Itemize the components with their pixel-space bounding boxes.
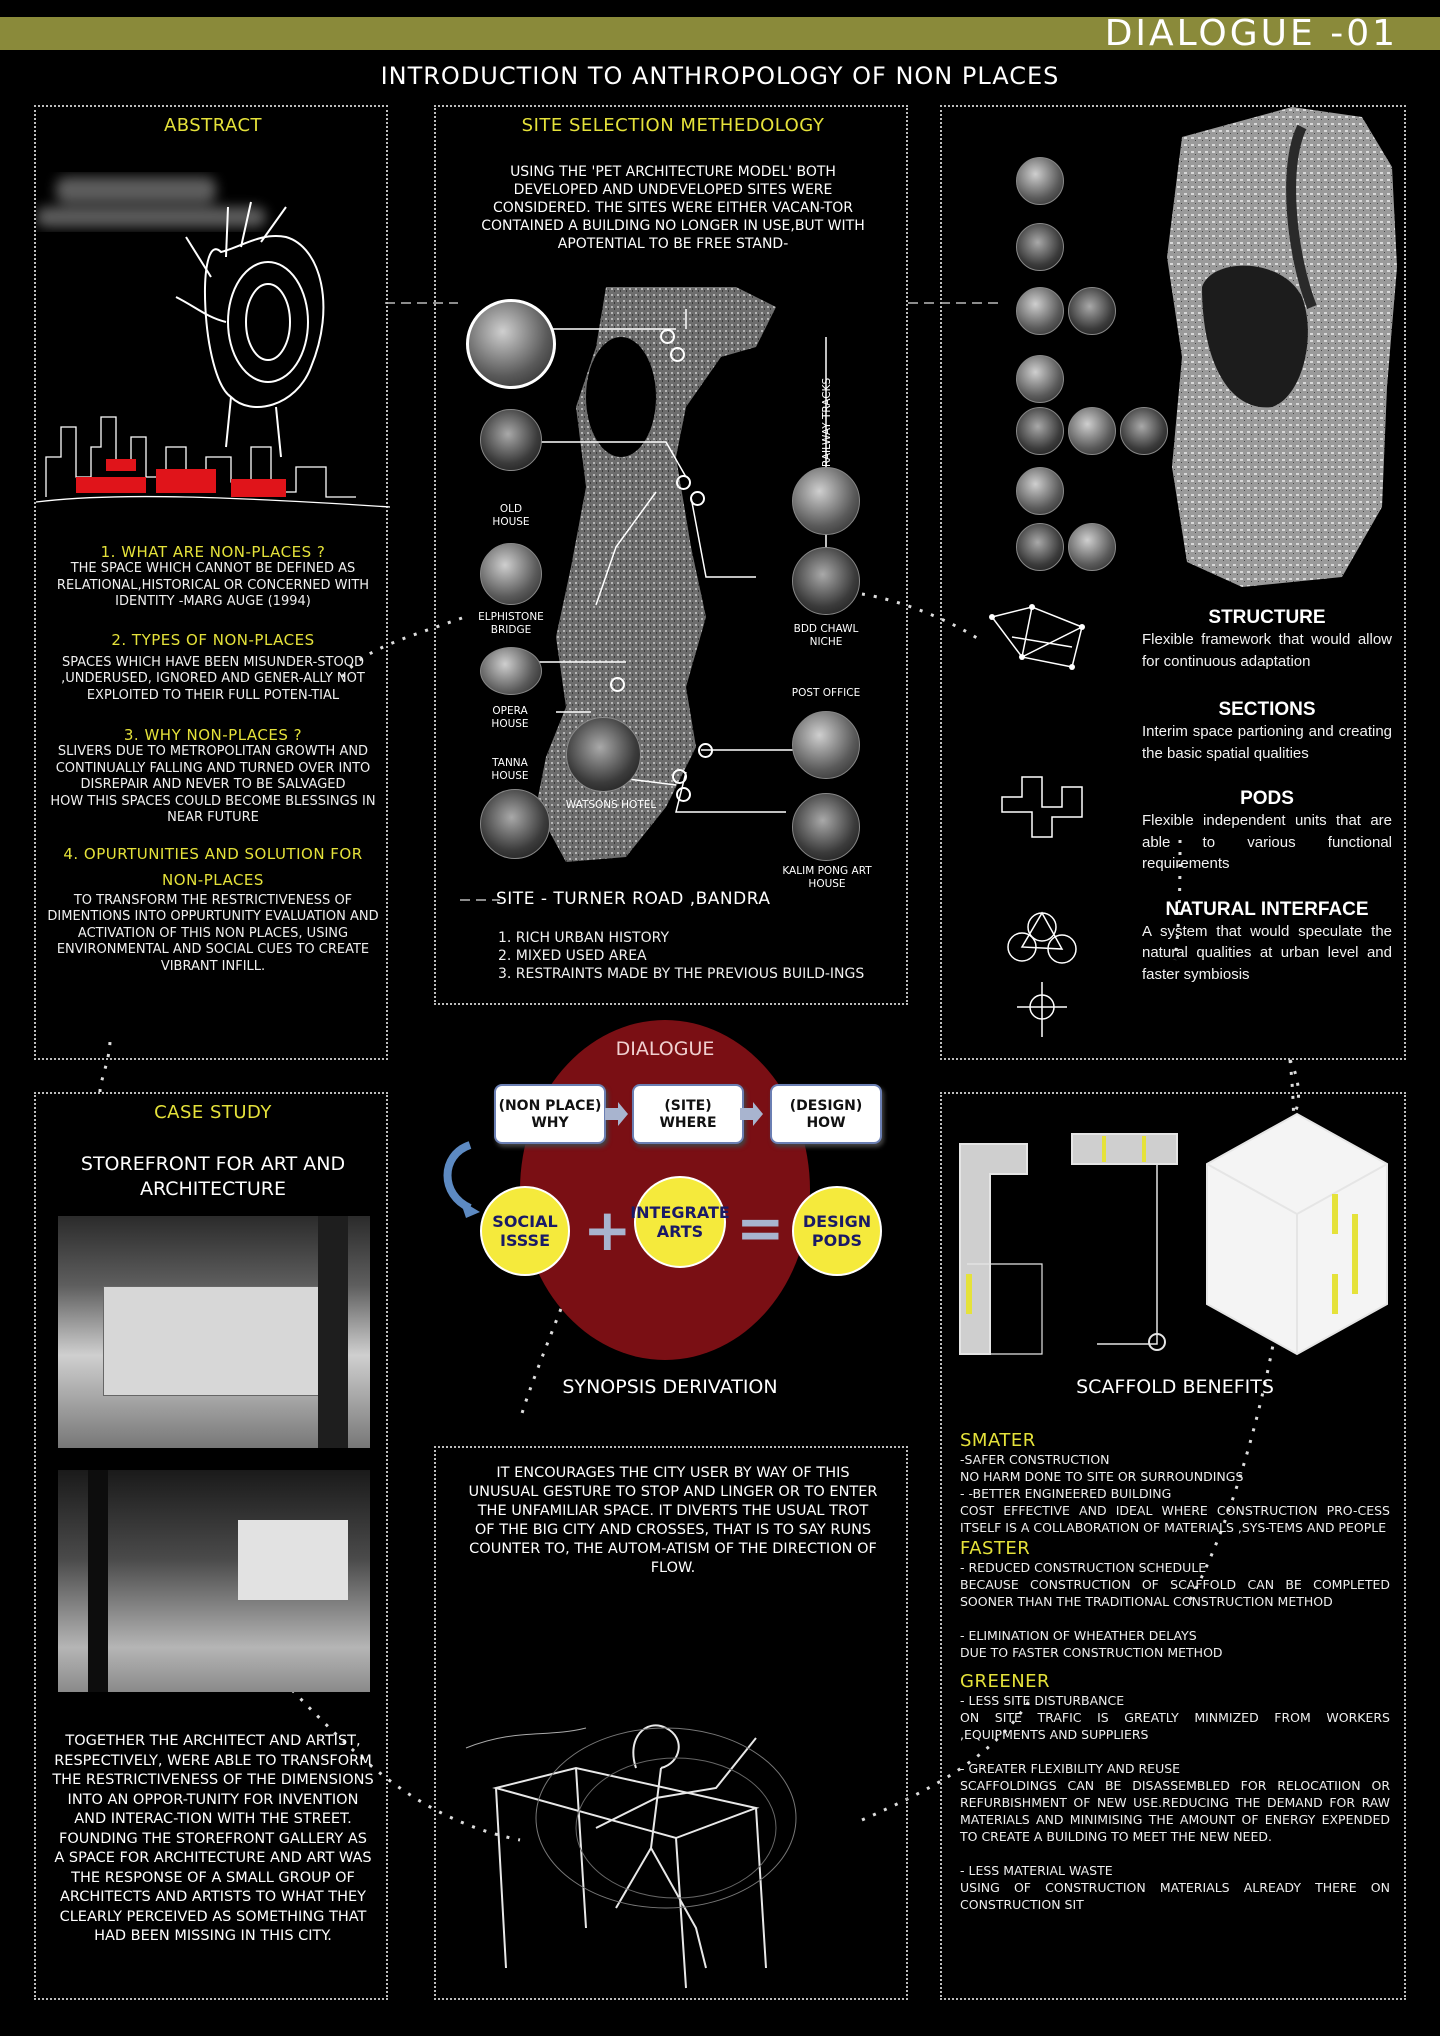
abstract-q3-title: 3. WHY NON-PLACES ?	[123, 726, 303, 744]
map-marker	[676, 475, 691, 490]
faster-title: FASTER	[960, 1538, 1031, 1559]
concept-title: SECTIONS	[1218, 699, 1316, 720]
flow-arrows	[600, 1100, 780, 1130]
concept-item	[1142, 899, 1392, 986]
faster-body: - REDUCED CONSTRUCTION SCHEDULE BECAUSE CONSTRUCTION OF SCAFFOLD CAN BE COMPLETED SOONER THAN THE TRADITIONAL CONSTRUCTION METHOD - ELIMINATION OF WHEATHER DELAYS DUE TO FASTER CONSTRUCTION METHOD	[960, 1560, 1390, 1660]
curved-arrow-icon	[430, 1140, 490, 1220]
thumb-photo	[1016, 287, 1064, 335]
label-post: POST OFFICE	[791, 687, 861, 699]
synopsis-caption: SYNOPSIS DERIVATION	[562, 1376, 778, 1398]
site-points	[498, 929, 898, 983]
case-study-name: STOREFRONT FOR ART AND ARCHITECTURE	[80, 1153, 346, 1200]
concept-title: STRUCTURE	[1208, 607, 1326, 628]
label-elphistone: ELPHISTONE BRIDGE	[478, 611, 544, 636]
map-marker	[690, 491, 705, 506]
smater-title: SMATER	[960, 1430, 1036, 1451]
site-point: 3. RESTRAINTS MADE BY THE PREVIOUS BUILD-INGS	[498, 966, 865, 982]
map-marker	[676, 787, 691, 802]
site-panel	[434, 105, 908, 1005]
concept-list	[1142, 607, 1392, 985]
thumb-photo	[1016, 355, 1064, 403]
scaffold-panel	[940, 1092, 1406, 2000]
abstract-q2-title: 2. TYPES OF NON-PLACES	[111, 630, 315, 649]
bubble-integrate-arts: INTEGRATE ARTS	[634, 1176, 726, 1268]
thumb-photo	[1016, 157, 1064, 205]
case-study-panel	[34, 1092, 388, 2000]
map-marker	[610, 677, 625, 692]
quote-panel	[434, 1446, 908, 2000]
concept-body: A system that would speculate the natural qualities at urban level and faster symbiosis	[1142, 922, 1392, 983]
concept-diagrams	[982, 597, 1142, 1037]
map-marker	[672, 769, 687, 784]
greener-title: GREENER	[960, 1671, 1051, 1692]
map-marker	[660, 329, 675, 344]
scaffold-caption: SCAFFOLD BENEFITS	[1076, 1376, 1274, 1398]
bubble-design-pods: DESIGN PODS	[792, 1186, 882, 1276]
page-subtitle: INTRODUCTION TO ANTHROPOLOGY OF NON PLACES	[380, 62, 1060, 90]
case-photo-exterior	[58, 1216, 370, 1448]
site-title: SITE SELECTION METHEDOLOGY	[521, 115, 825, 136]
thumb-photo	[1068, 287, 1116, 335]
case-study-title: CASE STUDY	[154, 1102, 272, 1123]
flow-why: (NON PLACE) WHY	[494, 1084, 606, 1144]
smater-body: -SAFER CONSTRUCTION NO HARM DONE TO SITE OR SURROUNDINGS - -BETTER ENGINEERED BUILDING COST EFFECTIVE AND IDEAL WHERE CONSTRUCTION PRO-CESS ITSELF IS A COLLABORATION OF MATERIALS ,SYS-TEMS AND PEOPLE	[960, 1452, 1390, 1535]
performance-sketch	[436, 1628, 910, 1998]
label-watsons: WATSONS HOTEL	[565, 799, 657, 811]
concept-item	[1142, 607, 1392, 672]
site-point: 1. RICH URBAN HISTORY	[498, 930, 669, 946]
site-photo-kalim	[792, 793, 860, 861]
dialogue-title: DIALOGUE	[615, 1038, 715, 1060]
site-point: 2. MIXED USED AREA	[498, 948, 647, 964]
concept-title: PODS	[1240, 788, 1294, 809]
flow-how: (DESIGN) HOW	[770, 1084, 882, 1144]
abstract-panel	[34, 105, 388, 1060]
thumb-photo	[1016, 407, 1064, 455]
site-photo-bdd	[792, 547, 860, 615]
label-railway: RAILWAY TRACKS	[821, 377, 833, 467]
aerial-site-map	[1162, 107, 1402, 587]
site-photo-old-house-large	[466, 299, 556, 389]
label-tanna: TANNA HOUSE	[491, 757, 529, 782]
map-marker	[698, 743, 713, 758]
site-photo-old-house	[480, 409, 542, 471]
page-title: DIALOGUE -01	[1104, 13, 1398, 54]
abstract-q1-title: 1. WHAT ARE NON-PLACES ?	[100, 543, 326, 561]
flow-where: (SITE) WHERE	[632, 1084, 744, 1144]
abstract-q3-body2: HOW THIS SPACES COULD BECOME BLESSINGS IN NEAR FUTURE	[50, 793, 376, 825]
concept-item	[1142, 699, 1392, 764]
label-old-house: OLD HOUSE	[492, 503, 530, 528]
abstract-q1-body: THE SPACE WHICH CANNOT BE DEFINED AS RELATIONAL,HISTORICAL OR CONCERNED WITH IDENTITY -MARG AUGE (1994)	[56, 561, 370, 609]
abstract-q3-body: SLIVERS DUE TO METROPOLITAN GROWTH AND CONTINUALLY FALLING AND TURNED OVER INTO DISREPAIR AND NEVER TO BE SALVAGED	[55, 744, 371, 792]
concept-item	[1142, 788, 1392, 875]
site-photo-post	[792, 711, 860, 779]
abstract-q4-title: 4. OPURTUNITIES AND SOLUTION FOR NON-PLACES	[63, 844, 363, 889]
concept-body: Interim space partioning and creating the basic spatial qualities	[1142, 723, 1392, 762]
site-photo-opera	[480, 647, 542, 695]
abstract-title: ABSTRACT	[163, 115, 263, 136]
thumb-photo	[1120, 407, 1168, 455]
concept-body: Flexible framework that would allow for continuous adaptation	[1142, 631, 1392, 670]
thumb-photo	[1016, 523, 1064, 571]
heart-city-illustration	[36, 147, 390, 527]
abstract-q2-body: SPACES WHICH HAVE BEEN MISUNDER-STOOD ,UNDERUSED, IGNORED AND GENER-ALLY NOT EXPLOITED TO THEIR FULL POTEN-TIAL	[61, 654, 365, 703]
site-photo-elphistone	[480, 543, 542, 605]
label-kalim: KALIM PONG ART HOUSE	[782, 865, 872, 890]
map-marker	[670, 347, 685, 362]
site-intro: USING THE 'PET ARCHITECTURE MODEL' BOTH DEVELOPED AND UNDEVELOPED SITES WERE CONSIDERED. THE SITES WERE EITHER VACAN-TOR CONTAINED A BUILDING NO LONGER IN USE,BUT WITH APOTENTIAL TO BE FREE STAND-	[481, 164, 865, 252]
equals-sign: =	[736, 1194, 785, 1262]
thumb-photo	[1068, 407, 1116, 455]
thumb-photo	[1016, 223, 1064, 271]
concept-panel	[940, 105, 1406, 1060]
label-bdd: BDD CHAWL NICHE	[793, 623, 859, 648]
thumb-photo	[1068, 523, 1116, 571]
concept-body: Flexible independent units that are able to various functional requirements	[1142, 812, 1392, 872]
scaffold-benefits	[960, 1430, 1390, 1913]
quote-body: IT ENCOURAGES THE CITY USER BY WAY OF THIS UNUSUAL GESTURE TO STOP AND LINGER OR TO ENTER THE UNFAMILIAR SPACE. IT DIVERTS THE USUAL TROT OF THE BIG CITY AND CROSSES, THAT IS TO SAY RUNS COUNTER TO, THE AUTOM-ATISM OF THE DIRECTION OF FLOW.	[468, 1465, 878, 1576]
concept-title: NATURAL INTERFACE	[1165, 898, 1369, 920]
thumb-photo	[1016, 467, 1064, 515]
case-photo-interior	[58, 1470, 370, 1692]
site-photo-railway	[792, 467, 860, 535]
site-photo-watsons	[566, 717, 641, 792]
site-name: SITE - TURNER ROAD ,BANDRA	[496, 889, 771, 909]
case-study-body: TOGETHER THE ARCHITECT AND ARTIST, RESPECTIVELY, WERE ABLE TO TRANSFORM THE RESTRICTIVENESS OF THE DIMENSIONS INTO AN OPPOR-TUNITY FOR INVENTION AND INTERAC-TION WITH THE STREET. FOUNDING THE STOREFRONT GALLERY AS A SPACE FOR ARCHITECTURE AND ART WAS THE RESPONSE OF A SMALL GROUP OF ARCHITECTS AND ARTISTS TO WHAT THEY CLEARLY PERCEIVED AS SOMETHING THAT HAD BEEN MISSING IN THIS CITY.	[52, 1733, 374, 1944]
bubble-social-issue: SOCIAL ISSSE	[480, 1186, 570, 1276]
label-opera: OPERA HOUSE	[491, 705, 529, 730]
abstract-q4-body: TO TRANSFORM THE RESTRICTIVENESS OF DIMENTIONS INTO OPPURTUNITY EVALUATION AND ACTIVATION OF THIS NON PLACES, USING ENVIRONMENTAL AND SOCIAL CUES TO CREATE VIBRANT INFILL.	[47, 892, 379, 974]
plus-sign: +	[583, 1196, 632, 1264]
greener-body: - LESS SITE DISTURBANCE ON SITE TRAFIC IS GREATLY MINMIZED FROM WORKERS ,EQUIPMENTS AND SUPPLIERS - GREATER FLEXIBILITY AND REUSE SCAFFOLDINGS CAN BE DISASSEMBLED FOR RELOCATIION OR REFURBISHMENT OF NEW USE.REDUCING THE DEMAND FOR RAW MATERIALS AND MINIMISING THE AMOUNT OF ENERGY EXPENDED TO CREATE A BUILDING TO MEET THE NEW NEED. - LESS MATERIAL WASTE USING OF CONSTRUCTION MATERIALS ALREADY THERE ON CONSTRUCTION SIT	[960, 1693, 1390, 1912]
site-photo-tanna	[480, 789, 550, 859]
